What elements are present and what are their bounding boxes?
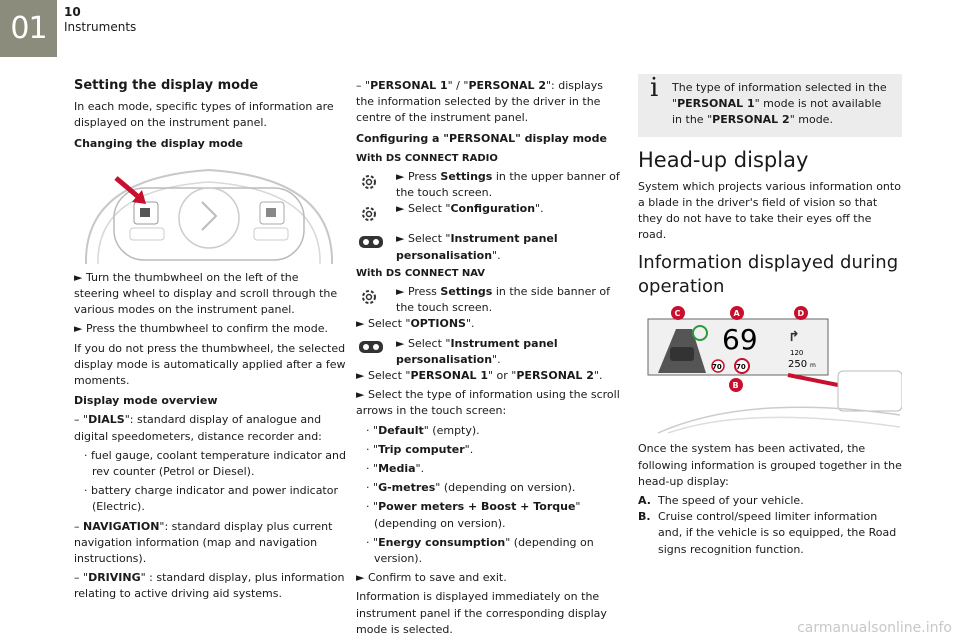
chapter-number: 01 — [10, 11, 47, 46]
speed-value: 69 — [722, 323, 758, 357]
heading-head-up-display: Head-up display — [638, 147, 809, 172]
distance-unit: m — [810, 362, 816, 370]
steering-wheel-illustration — [74, 158, 344, 264]
step-confirm: ► Confirm to save and exit. — [356, 571, 507, 585]
svg-text:↱: ↱ — [788, 329, 800, 346]
intro-text: In each mode, specific types of information are displayed on the instrument panel. — [74, 100, 334, 130]
nav-step-settings: ► Press Settings in the side banner of the touch screen. — [356, 284, 622, 316]
radio-step-personalisation: ► Select "Instrument panel personalisation". — [356, 231, 622, 263]
distance-small: 120 — [790, 349, 804, 358]
watermark: carmanualsonline.info — [797, 620, 952, 636]
instrument-panel-icon — [358, 338, 384, 356]
option-media: · "Media". — [366, 462, 425, 476]
hud-description: System which projects various information onto a blade in the driver's field of vision so that they do not have to take their eyes off the road. — [638, 179, 901, 242]
label-a: A — [733, 309, 740, 319]
distance-value: 250 — [788, 359, 808, 371]
ds-connect-nav-label: With DS CONNECT NAV — [356, 267, 486, 279]
subheading-configuring: Configuring a "PERSONAL" display mode — [356, 131, 607, 145]
mode-driving: – "DRIVING" : standard display, plus information relating to active driving aid systems. — [74, 571, 345, 601]
label-d: D — [797, 309, 805, 319]
info-icon: i — [650, 73, 659, 103]
dials-bullet-2: · battery charge indicator and power indicator (Electric). — [84, 484, 338, 514]
step-auto: If you do not press the thumbwheel, the selected display mode is automatically applied after a few moments. — [74, 341, 346, 388]
nav-step-options: ► Select "OPTIONS". — [356, 317, 475, 331]
subheading-changing: Changing the display mode — [74, 136, 243, 150]
step-turn: ► Turn the thumbwheel on the left of the steering wheel to display and scroll through the various modes on the instrument panel. — [74, 270, 338, 317]
nav-step-personalisation: ► Select "Instrument panel personalisation". — [356, 336, 622, 368]
subheading-overview: Display mode overview — [74, 394, 218, 408]
dials-bullet-1: · fuel gauge, coolant temperature indicator and rev counter (Petrol or Diesel). — [84, 448, 346, 479]
column-2 — [356, 78, 622, 641]
head-up-display-illustration — [638, 305, 902, 435]
mode-navigation: – NAVIGATION": standard display plus current navigation information (map and navigation instructions). — [74, 519, 333, 566]
item-b: B. Cruise control/speed limiter information and, if the vehicle is so equipped, the Road signs recognition function. — [638, 510, 897, 556]
ds-connect-radio-label: With DS CONNECT RADIO — [356, 152, 498, 164]
speed-limit-1: 70 — [712, 363, 722, 372]
item-a: A. The speed of your vehicle. — [638, 494, 804, 508]
page-number: 10 — [64, 5, 81, 19]
label-b: B — [732, 381, 739, 391]
nav-step-select-personal: ► Select "PERSONAL 1" or "PERSONAL 2". — [356, 369, 603, 383]
heading-information-displayed: Information displayed during operation — [638, 252, 899, 298]
instrument-panel-icon — [358, 233, 384, 251]
final-info: Information is displayed immediately on the instrument panel if the corresponding display mode is selected. — [356, 590, 607, 636]
chapter-tab — [0, 0, 57, 57]
option-energy-consumption: · "Energy consumption" (depending on version). — [366, 535, 594, 566]
option-power-meters: · "Power meters + Boost + Torque" (depending on version). — [366, 500, 581, 530]
column-3 — [638, 73, 902, 558]
gear-icon — [358, 171, 380, 193]
chapter-title: Instruments — [64, 20, 137, 34]
section-heading: Setting the display mode — [74, 78, 259, 93]
radio-step-settings: ► Press Settings in the upper banner of the touch screen. — [356, 169, 622, 201]
label-c: C — [674, 309, 681, 319]
option-default: · "Default" (empty). — [366, 423, 480, 437]
option-trip-computer: · "Trip computer". — [366, 442, 474, 456]
option-g-metres: · "G-metres" (depending on version). — [366, 481, 576, 495]
nav-step-scroll: ► Select the type of information using the scroll arrows in the touch screen: — [356, 388, 620, 418]
speed-limit-2: 70 — [736, 363, 746, 372]
radio-step-configuration: ► Select "Configuration". — [356, 201, 622, 231]
mode-personal: – "PERSONAL 1" / "PERSONAL 2": displays the information selected by the driver in the centre of the instrument panel. — [356, 79, 604, 125]
mode-dials: – "DIALS": standard display of analogue and digital speedometers, distance recorder and: — [74, 413, 322, 443]
info-note: i The type of information selected in the "PERSONAL 1" mode is not available in the "PERSONAL 2" mode. — [638, 74, 902, 137]
gear-icon — [358, 286, 380, 308]
gear-icon — [358, 203, 380, 225]
column-1 — [74, 78, 346, 606]
once-activated: Once the system has been activated, the following information is grouped together in the head-up display: — [638, 442, 902, 488]
step-press: ► Press the thumbwheel to confirm the mode. — [74, 322, 328, 336]
